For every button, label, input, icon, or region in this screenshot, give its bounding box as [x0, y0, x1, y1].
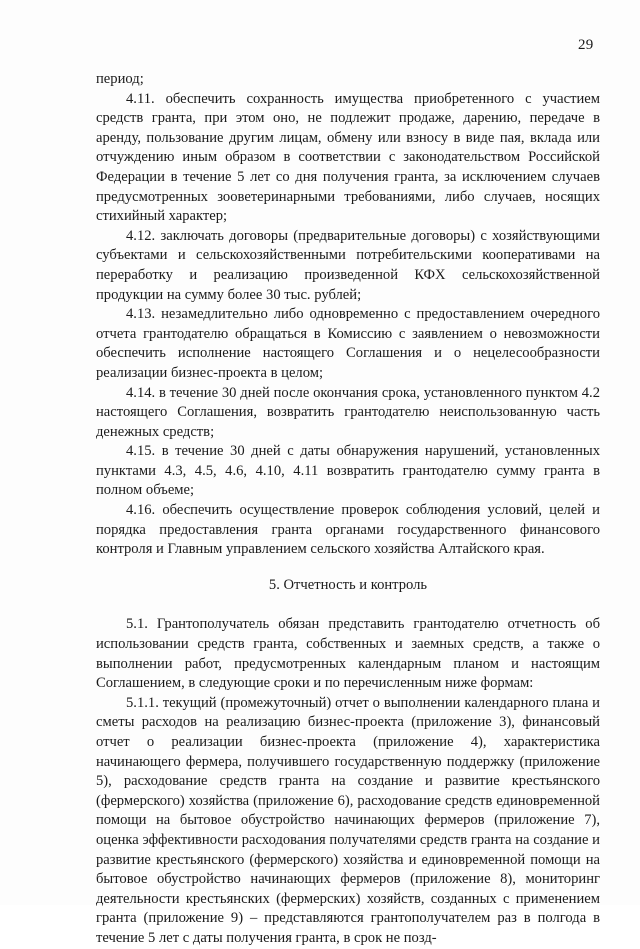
page-number: 29: [578, 37, 594, 53]
paragraph-4-11: 4.11. обеспечить сохранность имущества приобретенного с участием средств гранта, при этом оно, не подлежит продаже, дарению, передаче в аренду, пользование другим лицам, обмену или взносу в виде пая, вклада или отчуждению иным образом в соответствии с законодательством Российской Федерации в течение 5 лет со дня получения гранта, за исключением случаев предусмотренных зооветеринарными требованиями, либо случаев, носящих стихийный характер;: [96, 90, 600, 225]
paragraph-4-13: 4.13. незамедлительно либо одновременно с предоставлением очередного отчета грантодателю обращаться в Комиссию с заявлением о невозможности обеспечить исполнение настоящего Соглашения и о нецелесообразности реализации бизнес-проекта в целом;: [96, 306, 600, 381]
paragraph-lead: период;: [96, 71, 144, 87]
paragraph-5-1-1: 5.1.1. текущий (промежуточный) отчет о выполнении календарного плана и сметы расходов на реализацию бизнес-проекта (приложение 3), финансовый отчет о реализации бизнес-проекта (приложение 4), характеристика начинающего фермера, получившего государственную поддержку (приложение 5), расходование средств гранта на создание и развитие крестьянского (фермерского) хозяйства (приложение 6), расходование средств единовременной помощи на бытовое обустройство начинающих фермеров (приложение 7), оценка эффективности расходования получателями средств гранта на создание и развитие крестьянского (фермерского) хозяйства и единовременной помощи на бытовое обустройство начинающих фермеров (приложение 8), мониторинг деятельности крестьянских (фермерских) хозяйств, созданных с применением гранта (приложение 9) – представляются грантополучателем раз в полгода в течение 5 лет с даты получения гранта, в срок не позд-: [96, 694, 600, 946]
paragraph-4-15: 4.15. в течение 30 дней с даты обнаружения нарушений, установленных пунктами 4.3, 4.5, 4.6, 4.10, 4.11 возвратить грантодателю сумму гранта в полном объеме;: [96, 443, 600, 499]
section-heading: 5. Отчетность и контроль: [268, 576, 428, 593]
paragraph-5-1: 5.1. Грантополучатель обязан представить грантодателю отчетность об использовании средств гранта, собственных и заемных средств, а также о выполнении работ, предусмотренных календарным планом и настоящим Соглашением, в следующие сроки и по перечисленным ниже формам:: [96, 616, 600, 692]
paragraph-4-12: 4.12. заключать договоры (предварительные договоры) с хозяйствующими субъектами и сельскохозяйственными потребительскими кооперативами на переработку и реализацию произведенной КФХ сельскохозяйственной продукции на сумму более 30 тыс. рублей;: [96, 227, 600, 303]
paragraph-4-14: 4.14. в течение 30 дней после окончания срока, установленного пунктом 4.2 настоящего Соглашения, возвратить грантодателю неиспользованную часть денежных средств;: [96, 384, 600, 440]
paragraph-4-16: 4.16. обеспечить осуществление проверок соблюдения условий, целей и порядка предоставления гранта органами государственного финансового контроля и Главным управлением сельского хозяйства Алтайского края.: [96, 502, 600, 558]
page-content: [96, 70, 600, 949]
